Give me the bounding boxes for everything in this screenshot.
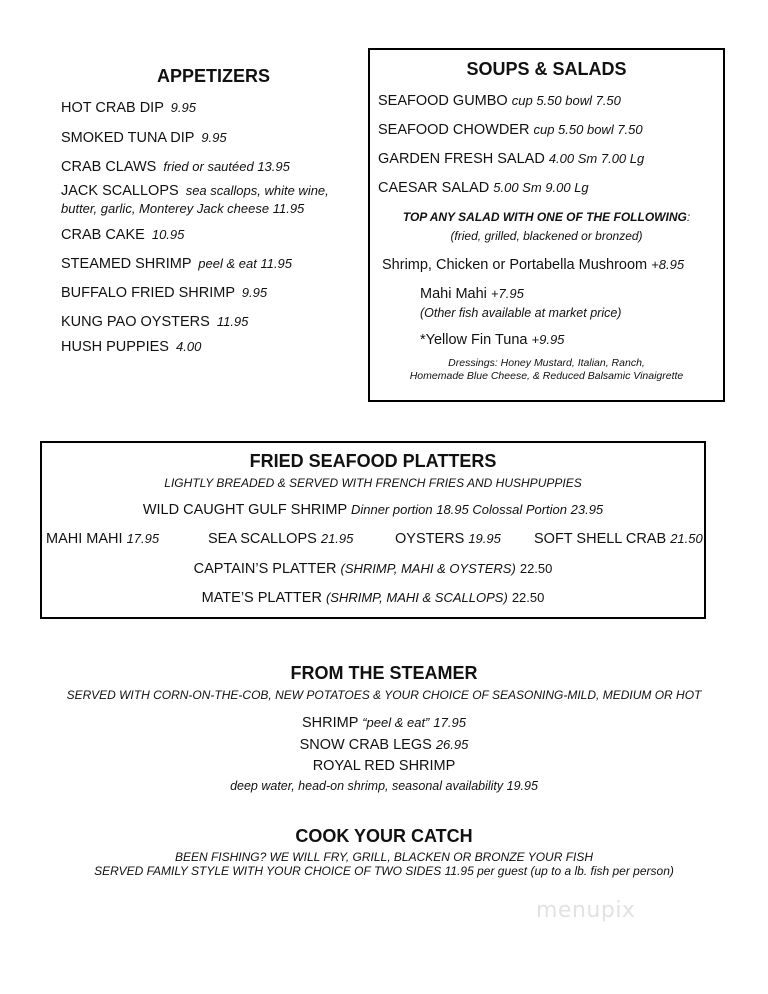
item-name: MATE’S PLATTER xyxy=(201,590,322,606)
menu-item xyxy=(61,256,292,272)
item-name: CAPTAIN’S PLATTER xyxy=(193,561,337,577)
soups-salads-box xyxy=(368,48,725,402)
menu-item xyxy=(378,180,589,196)
item-detail: (SHRIMP, MAHI & SCALLOPS) xyxy=(325,590,508,605)
item-name: MAHI MAHI xyxy=(46,531,123,547)
menu-item xyxy=(61,314,248,330)
item-name: OYSTERS xyxy=(395,531,465,547)
salad-topping-colon: : xyxy=(686,210,691,224)
catch-line-1: BEEN FISHING? WE WILL FRY, GRILL, BLACKEN OR BRONZE YOUR FISH xyxy=(174,850,594,864)
menu-item xyxy=(61,130,227,146)
item-price: sea scallops, white wine, xyxy=(185,183,329,198)
item-price: fried or sautéed 13.95 xyxy=(163,159,290,174)
item-name: SOFT SHELL CRAB xyxy=(534,531,667,547)
fried-platters-box xyxy=(40,441,706,619)
item-description: butter, garlic, Monterey Jack cheese 11.95 xyxy=(61,201,305,216)
menu-item xyxy=(46,531,159,547)
item-price: 26.95 xyxy=(435,737,469,752)
item-name: *Yellow Fin Tuna xyxy=(420,332,528,348)
menu-item xyxy=(61,339,201,355)
item-price: 17.95 xyxy=(433,715,466,730)
item-name: JACK SCALLOPS xyxy=(61,183,179,199)
menu-item xyxy=(42,502,704,518)
item-price: 4.00 xyxy=(176,339,202,354)
item-price: 9.95 xyxy=(170,100,196,115)
menu-item xyxy=(42,590,704,606)
item-name: SEAFOOD CHOWDER xyxy=(378,122,530,138)
platters-title: FRIED SEAFOOD PLATTERS xyxy=(249,451,497,471)
appetizers-title: APPETIZERS xyxy=(157,66,271,86)
item-price: 11.95 xyxy=(216,314,249,329)
item-price: cup 5.50 bowl 7.50 xyxy=(533,122,643,137)
item-name: Shrimp, Chicken or Portabella Mushroom xyxy=(382,257,648,273)
menu-item xyxy=(61,159,290,175)
item-price: cup 5.50 bowl 7.50 xyxy=(511,93,621,108)
menu-item xyxy=(61,183,329,199)
menu-item xyxy=(61,100,196,116)
menu-item xyxy=(378,122,643,138)
menu-item xyxy=(61,285,267,301)
item-name: ROYAL RED SHRIMP xyxy=(312,758,456,774)
item-name: HOT CRAB DIP xyxy=(61,100,164,116)
item-price: 9.95 xyxy=(201,130,227,145)
item-name: CRAB CLAWS xyxy=(61,159,157,175)
item-description: deep water, head-on shrimp, seasonal availability 19.95 xyxy=(230,779,538,793)
item-detail: (SHRIMP, MAHI & OYSTERS) xyxy=(340,561,516,576)
item-price: 17.95 xyxy=(126,531,160,546)
item-price: +7.95 xyxy=(490,286,524,301)
item-price: +9.95 xyxy=(531,332,565,347)
menu-item xyxy=(534,531,703,547)
menu-item xyxy=(208,531,353,547)
item-price: 21.50 xyxy=(670,531,703,546)
menu-item xyxy=(42,561,704,577)
item-name: SEAFOOD GUMBO xyxy=(378,93,508,109)
platters-subtitle: LIGHTLY BREADED & SERVED WITH FRENCH FRIES AND HUSHPUPPIES xyxy=(164,476,582,490)
item-price: peel & eat 11.95 xyxy=(198,256,293,271)
menu-item xyxy=(420,286,524,302)
item-name: GARDEN FRESH SALAD xyxy=(378,151,545,167)
item-name: HUSH PUPPIES xyxy=(61,339,169,355)
menu-item xyxy=(378,151,644,167)
item-name: SHRIMP xyxy=(302,715,359,731)
item-name: SEA SCALLOPS xyxy=(208,531,317,547)
item-price: +8.95 xyxy=(651,257,685,272)
item-name: KUNG PAO OYSTERS xyxy=(61,314,210,330)
item-name: SNOW CRAB LEGS xyxy=(299,737,432,753)
item-price: 10.95 xyxy=(151,227,185,242)
salad-topping-methods: (fried, grilled, blackened or bronzed) xyxy=(450,229,643,243)
item-price: 5.00 Sm 9.00 Lg xyxy=(493,180,589,195)
item-name: WILD CAUGHT GULF SHRIMP xyxy=(142,502,347,518)
catch-title: COOK YOUR CATCH xyxy=(295,826,473,846)
item-name: STEAMED SHRIMP xyxy=(61,256,192,272)
steamer-subtitle: SERVED WITH CORN-ON-THE-COB, NEW POTATOES & YOUR CHOICE OF SEASONING-MILD, MEDIUM OR HOT xyxy=(66,688,702,702)
menu-item xyxy=(0,737,768,753)
item-price: 22.50 xyxy=(511,590,545,605)
dressings-line-2: Homemade Blue Cheese, & Reduced Balsamic Vinaigrette xyxy=(409,370,684,382)
item-name: Mahi Mahi xyxy=(420,286,487,302)
item-name: CRAB CAKE xyxy=(61,227,145,243)
item-price: 4.00 Sm 7.00 Lg xyxy=(548,151,645,166)
salad-topping-heading: TOP ANY SALAD WITH ONE OF THE FOLLOWING xyxy=(402,210,687,224)
item-price: 22.50 xyxy=(519,561,553,576)
soups-title: SOUPS & SALADS xyxy=(466,59,627,79)
menu-item xyxy=(395,531,501,547)
item-price: 21.95 xyxy=(320,531,354,546)
steamer-title: FROM THE STEAMER xyxy=(290,663,478,683)
menu-item xyxy=(61,227,184,243)
catch-line-2: SERVED FAMILY STYLE WITH YOUR CHOICE OF TWO SIDES 11.95 per guest (up to a lb. fish per person) xyxy=(94,864,674,878)
menu-item xyxy=(420,332,564,348)
item-name: CAESAR SALAD xyxy=(378,180,490,196)
item-name: SMOKED TUNA DIP xyxy=(61,130,195,146)
item-price: Dinner portion 18.95 Colossal Portion 23.95 xyxy=(350,502,604,517)
item-price: 19.95 xyxy=(468,531,501,546)
menu-item xyxy=(378,93,621,109)
other-fish-note: (Other fish available at market price) xyxy=(420,306,622,320)
menu-item xyxy=(0,758,768,774)
menu-item xyxy=(382,257,684,273)
item-name: BUFFALO FRIED SHRIMP xyxy=(61,285,235,301)
dressings-line-1: Dressings: Honey Mustard, Italian, Ranch, xyxy=(448,357,645,369)
menu-item xyxy=(0,715,768,731)
salad-topping-note xyxy=(370,210,723,224)
item-price: 9.95 xyxy=(241,285,268,300)
menupix-watermark: menupix xyxy=(536,898,636,923)
item-description: “peel & eat” xyxy=(362,715,430,730)
